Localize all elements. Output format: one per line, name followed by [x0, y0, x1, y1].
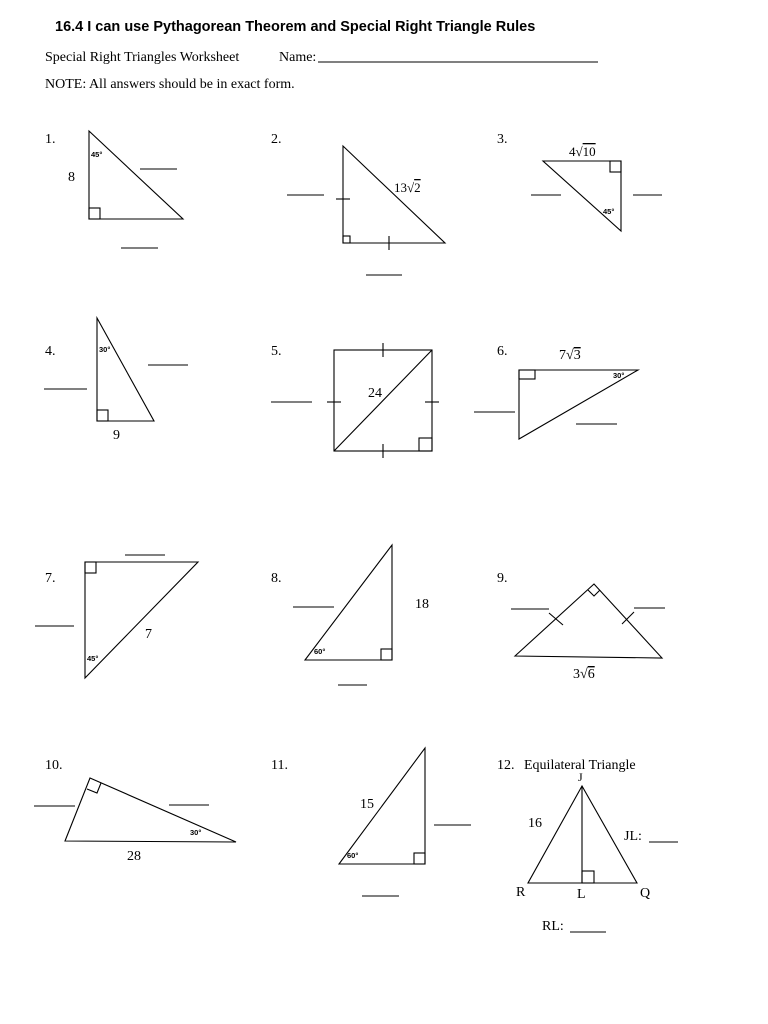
rl-label: RL: [542, 919, 564, 934]
right-angle-mark [610, 161, 621, 172]
side-label: 16 [528, 816, 542, 831]
right-angle-mark [89, 208, 100, 219]
problem-number: 6. [497, 344, 508, 359]
side-label: 18 [415, 597, 429, 612]
vertex-label-r: R [516, 885, 526, 900]
problem-1 [45, 131, 183, 248]
problem-9 [497, 571, 665, 682]
angle-label: 45° [603, 207, 615, 216]
angle-label: 30° [613, 371, 625, 380]
right-angle-mark [419, 438, 432, 451]
problem-number: 7. [45, 571, 56, 586]
problem-11 [271, 748, 471, 896]
right-angle-mark [588, 590, 600, 596]
angle-label: 45° [87, 654, 99, 663]
problem-number: 2. [271, 132, 282, 147]
jl-label: JL: [624, 829, 642, 844]
angle-label: 60° [314, 647, 326, 656]
tick-mark [622, 612, 634, 624]
vertex-label-q: Q [640, 886, 651, 901]
problem-6 [474, 344, 638, 439]
triangle [519, 370, 638, 439]
problem-8 [271, 545, 429, 685]
angle-label: 45° [91, 150, 103, 159]
problem-number: 1. [45, 132, 56, 147]
note-text: NOTE: All answers should be in exact form. [45, 77, 295, 92]
diagonal [334, 350, 432, 451]
name-label: Name: [279, 50, 317, 65]
triangle [305, 545, 392, 660]
problem-10 [34, 758, 236, 864]
problem-2 [271, 132, 445, 275]
problem-number: 3. [497, 132, 508, 147]
right-angle-mark [343, 236, 350, 243]
right-angle-mark [97, 410, 108, 421]
problem-number: 8. [271, 571, 282, 586]
problem-12 [497, 758, 678, 934]
base-label: 28 [127, 849, 141, 864]
triangle [515, 584, 662, 658]
hyp-label: 15 [360, 797, 374, 812]
problem-number: 4. [45, 344, 56, 359]
problem-5 [271, 343, 439, 458]
worksheet-subtitle: Special Right Triangles Worksheet [45, 50, 240, 65]
base-label: 9 [113, 428, 120, 443]
worksheet-title: 16.4 I can use Pythagorean Theorem and Special Right Triangle Rules [55, 19, 536, 35]
right-angle-mark [381, 649, 392, 660]
angle-label: 60° [347, 851, 359, 860]
hyp-label: 13√2 [394, 180, 421, 195]
triangle [339, 748, 425, 864]
right-angle-mark [519, 370, 535, 379]
problem-4 [44, 318, 188, 443]
triangle [543, 161, 621, 231]
right-angle-mark [85, 562, 96, 573]
right-angle-mark [582, 871, 594, 883]
right-angle-mark [414, 853, 425, 864]
top-label: 4√10 [569, 144, 596, 159]
problem-number: 5. [271, 344, 282, 359]
problem-number: 12. [497, 758, 515, 773]
diagonal-label: 24 [368, 386, 382, 401]
triangle [89, 131, 183, 219]
triangle [65, 778, 236, 842]
vertex-label-l: L [577, 887, 586, 902]
top-label: 7√3 [559, 348, 581, 363]
right-angle-mark [87, 783, 101, 793]
base-label: 3√6 [573, 667, 595, 682]
hyp-label: 7 [145, 627, 152, 642]
problem-title: Equilateral Triangle [524, 758, 636, 773]
vertex-label-j: J [578, 770, 583, 784]
side-label: 8 [68, 170, 75, 185]
problem-3 [497, 132, 662, 231]
problem-number: 10. [45, 758, 63, 773]
angle-label: 30° [99, 345, 111, 354]
triangle [85, 562, 198, 678]
problem-number: 9. [497, 571, 508, 586]
angle-label: 30° [190, 828, 202, 837]
triangle [97, 318, 154, 421]
problem-7 [35, 555, 198, 678]
problem-number: 11. [271, 758, 288, 773]
